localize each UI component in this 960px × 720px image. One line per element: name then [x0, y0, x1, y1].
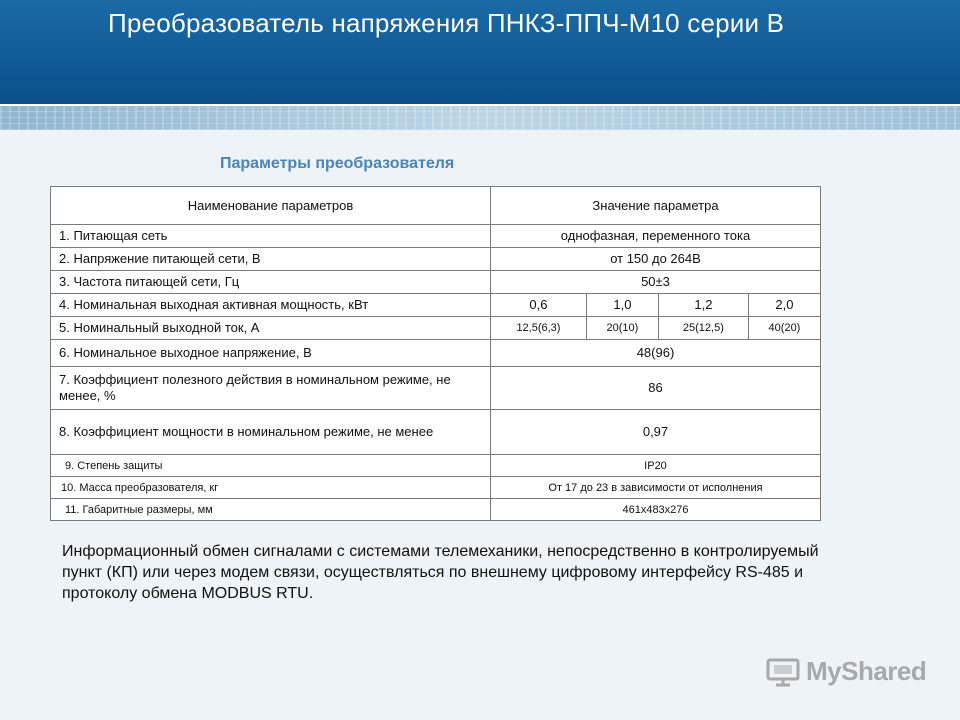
slide-header	[0, 0, 960, 104]
watermark	[766, 656, 926, 687]
table-row	[51, 499, 821, 521]
row-value: 2,0	[748, 294, 820, 317]
row-name: 1. Питающая сеть	[51, 225, 491, 248]
row-value: однофазная, переменного тока	[491, 225, 821, 248]
row-name: 3. Частота питающей сети, Гц	[51, 271, 491, 294]
row-value: 40(20)	[748, 317, 820, 340]
watermark-text: MyShared	[806, 656, 927, 686]
row-name: 8. Коэффициент мощности в номинальном режиме, не менее	[51, 410, 491, 455]
table-row	[51, 477, 821, 499]
header-value: Значение параметра	[491, 187, 821, 225]
row-value: 12,5(6,3)	[491, 317, 587, 340]
section-title: Параметры преобразователя	[220, 155, 455, 172]
row-value: От 17 до 23 в зависимости от исполнения	[491, 477, 821, 499]
row-name: 5. Номинальный выходной ток, А	[51, 317, 491, 340]
decorative-band	[0, 104, 960, 130]
table-row	[51, 367, 821, 410]
row-value: 461x483x276	[491, 499, 821, 521]
table-row	[51, 455, 821, 477]
table-row	[51, 271, 821, 294]
table-row	[51, 317, 821, 340]
row-name: 10. Масса преобразователя, кг	[51, 477, 491, 499]
header-name: Наименование параметров	[51, 187, 491, 225]
row-name: 11. Габаритные размеры, мм	[51, 499, 491, 521]
table-row	[51, 294, 821, 317]
row-value: 48(96)	[491, 340, 821, 367]
row-value: 0,6	[491, 294, 587, 317]
row-value: 50±3	[491, 271, 821, 294]
table-row	[51, 248, 821, 271]
row-value: 1,2	[658, 294, 748, 317]
table-header-row	[51, 187, 821, 225]
row-name: 7. Коэффициент полезного действия в номинальном режиме, не менее, %	[51, 367, 491, 410]
row-name: 6. Номинальное выходное напряжение, В	[51, 340, 491, 367]
row-value: 0,97	[491, 410, 821, 455]
info-paragraph: Информационный обмен сигналами с системами телемеханики, непосредственно в контролируемый пункт (КП) или через модем связи, осуществляться по внешнему цифровому интерфейсу RS-485 и протоколу обмена MODBUS RTU.	[62, 543, 819, 602]
row-value: 25(12,5)	[658, 317, 748, 340]
row-name: 2. Напряжение питающей сети, В	[51, 248, 491, 271]
row-name: 4. Номинальная выходная активная мощность, кВт	[51, 294, 491, 317]
table-row	[51, 225, 821, 248]
row-value: 20(10)	[586, 317, 658, 340]
slide-title: Преобразователь напряжения ПНКЗ-ППЧ-М10 серии В	[108, 8, 785, 38]
projector-screen-icon	[766, 657, 800, 687]
header-divider	[0, 104, 960, 106]
row-name: 9. Степень защиты	[51, 455, 491, 477]
table-row	[51, 340, 821, 367]
table-row	[51, 410, 821, 455]
row-value: IP20	[491, 455, 821, 477]
row-value: 86	[491, 367, 821, 410]
parameters-table	[50, 186, 821, 521]
row-value: 1,0	[586, 294, 658, 317]
row-value: от 150 до 264В	[491, 248, 821, 271]
